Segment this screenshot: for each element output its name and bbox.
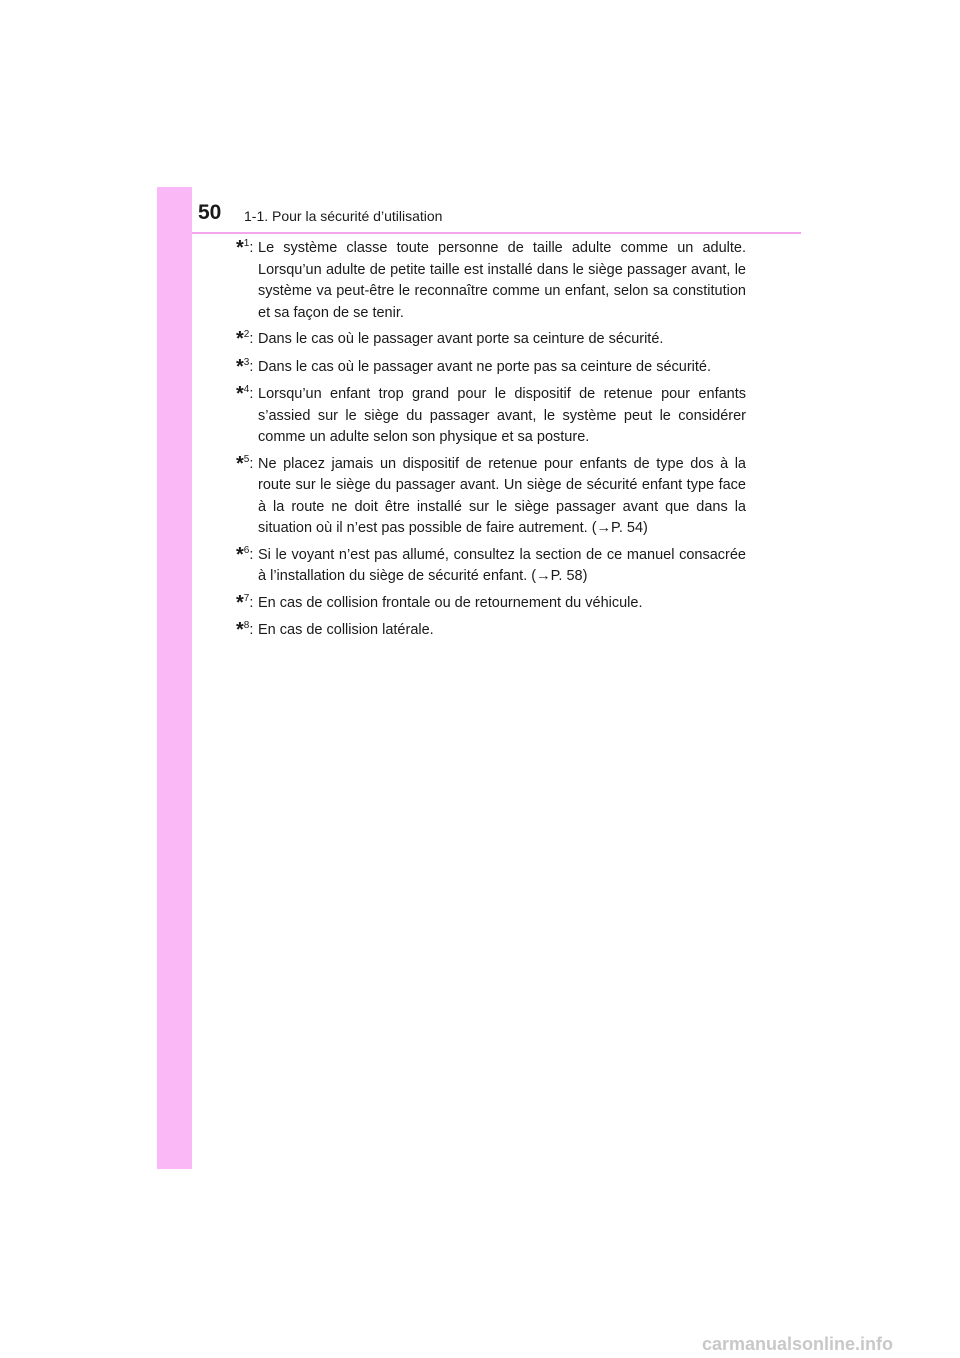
footnote-6: *$^6$: Si le voyant n’est pas allumé, consultez la section de ce manuel consacrée à l’installation du siège de sécurité enfant. (→P. 58) [236,545,746,588]
footnote-text: En cas de collision frontale ou de retournement du véhicule. [258,594,643,611]
footnote-index: 1 [243,238,250,249]
footnote-index: 2 [243,329,250,340]
asterisk-icon: * [236,619,244,641]
asterisk-icon: * [236,328,244,350]
footnote-text: Dans le cas où le passager avant porte sa ceinture de sécurité. [258,331,664,347]
footnote-1: *$^1$: Le système classe toute personne de taille adulte comme un adulte. Lorsqu’un adulte de petite taille est installé dans le siège passager avant, le système va peut-être le reconnaître comme un enfant, selon sa constitution et sa façon de se tenir. [236,238,746,324]
watermark: carmanualsonline.info [702,1334,894,1354]
footnote-text: Lorsqu’un enfant trop grand pour le dispositif de retenue pour enfants s’assied sur le siège du passager avant, le système peut le considérer comme un adulte selon son physique et sa posture. [258,386,746,445]
footnote-index: 4 [243,384,250,395]
asterisk-icon: * [236,383,244,405]
footnote-5: *$^5$: Ne placez jamais un dispositif de retenue pour enfants de type dos à la route sur le siège du passager avant. Un siège de sécurité enfant type face à la route ne doit être installé sur le siège passager avant que dans la situation où il n’est pas possible de faire autrement. (→P. 54) [236,454,746,540]
footnote-index: 6 [243,544,250,556]
footnote-3: *$^3$: Dans le cas où le passager avant ne porte pas sa ceinture de sécurité. [236,357,746,380]
footnote-index: 7 [243,592,250,604]
asterisk-icon: * [236,591,244,614]
asterisk-icon: * [236,237,244,259]
footnote-text: Ne placez jamais un dispositif de retenue pour enfants de type dos à la route sur le siège du passager avant. Un siège de sécurité enfant type face à la route ne doit être installé sur le siège passager avant que dans la situation où il n’est pas possible de faire autrement. (→P. 54) [258,455,746,536]
footnote-index: 3 [243,356,250,368]
section-title: 1-1. Pour la sécurité d’utilisation [244,208,443,224]
footnote-8: *$^8$: En cas de collision latérale. [236,620,746,643]
footnote-list [236,238,746,648]
footnote-4: *$^4$: Lorsqu’un enfant trop grand pour le dispositif de retenue pour enfants s’assied sur le siège du passager avant, le système peut le considérer comme un adulte selon son physique et sa posture. [236,384,746,449]
footnote-text: Dans le cas où le passager avant ne porte pas sa ceinture de sécurité. [258,358,711,375]
page-number: 50 [198,201,222,224]
footnote-7: *$^7$: En cas de collision frontale ou de retournement du véhicule. [236,593,746,616]
section-color-tab [157,187,192,1169]
asterisk-icon: * [236,355,244,378]
header-divider [192,232,801,234]
footnote-text: Si le voyant n’est pas allumé, consultez la section de ce manuel consacrée à l’installation du siège de sécurité enfant. (→P. 58) [258,546,746,584]
footnote-2: *$^2$: Dans le cas où le passager avant porte sa ceinture de sécurité. [236,329,746,352]
footnote-index: 8 [243,620,250,631]
asterisk-icon: * [236,452,244,475]
footnote-text: En cas de collision latérale. [258,622,434,638]
asterisk-icon: * [236,543,244,566]
footnote-text: Le système classe toute personne de taille adulte comme un adulte. Lorsqu’un adulte de petite taille est installé dans le siège passager avant, le système va peut-être le reconnaître comme un enfant, selon sa constitution et sa façon de se tenir. [258,240,746,321]
footnote-index: 5 [243,453,250,465]
